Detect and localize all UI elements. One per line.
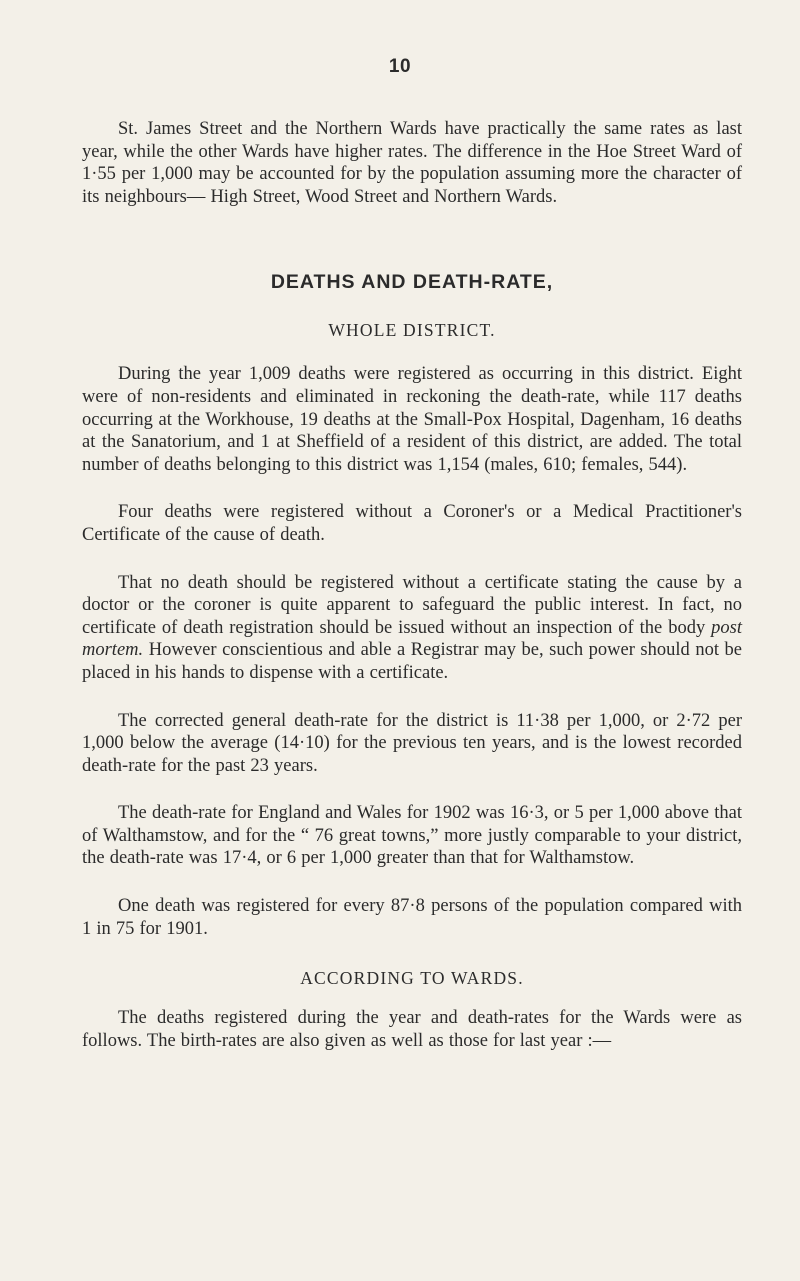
intro-paragraph: St. James Street and the Northern Wards have practically the same rates as last year, while the other Wards have higher rates. The difference in the Hoe Street Ward of 1·55 per 1,000 may be accounted for by the population assuming more the character of its neighbours— High Street, Wood Street and Northern Wards. [82,119,742,207]
certificate-text-start: That no death should be registered without a certificate stating the cause by a doctor or the coroner is quite apparent to safeguard the public interest. In fact, no certificate of death registration should be issued without an inspection of the body [82,572,742,638]
paragraph-deaths-registered: During the year 1,009 deaths were registered as occurring in this district. Eight were of non-residents and eliminated in reckoning the death-rate, while 117 deaths occurring at the Workhouse, 19 deaths at the Small-Pox Hospital, Dagenham, 16 deaths at the Sanatorium, and 1 at Sheffield of a resident of this district, are added. The total number of deaths belonging to this district was 1,154 (males, 610; females, 544). [82,364,742,475]
paragraph-corrected-rate: The corrected general death-rate for the district is 11·38 per 1,000, or 2·72 per 1,000 below the average (14·10) for the previous ten years, and is the lowest recorded death-rate for the past 23 years. [82,710,742,776]
certificate-text-end: However conscientious and able a Registrar may be, such power should not be placed in his hands to dispense with a certificate. [82,640,742,683]
section-heading: DEATHS AND DEATH-RATE, [270,271,554,294]
paragraph-england-wales: The death-rate for England and Wales for 1902 was 16·3, or 5 per 1,000 above that of Walthamstow, and for the “ 76 great towns,” more justly comparable to your district, the death-rate was 17·4, or 6 per 1,000 greater than that for Walthamstow. [82,803,742,869]
page-number: 10 [388,56,412,77]
paragraph-one-death: One death was registered for every 87·8 persons of the population compared with 1 in 75 for 1901. [82,896,742,939]
certificate-text-italic: post mortem. [82,617,742,661]
paragraph-certificate [82,572,742,685]
subheading-whole-district: WHOLE DISTRICT. [328,320,496,341]
paragraph-wards: The deaths registered during the year and death-rates for the Wards were as follows. The birth-rates are also given as well as those for last year :— [82,1008,742,1051]
paragraph-four-deaths: Four deaths were registered without a Coroner's or a Medical Practitioner's Certificate of the cause of death. [82,502,742,545]
page-content [82,118,742,1052]
subheading-wards: ACCORDING TO WARDS. [300,968,524,989]
